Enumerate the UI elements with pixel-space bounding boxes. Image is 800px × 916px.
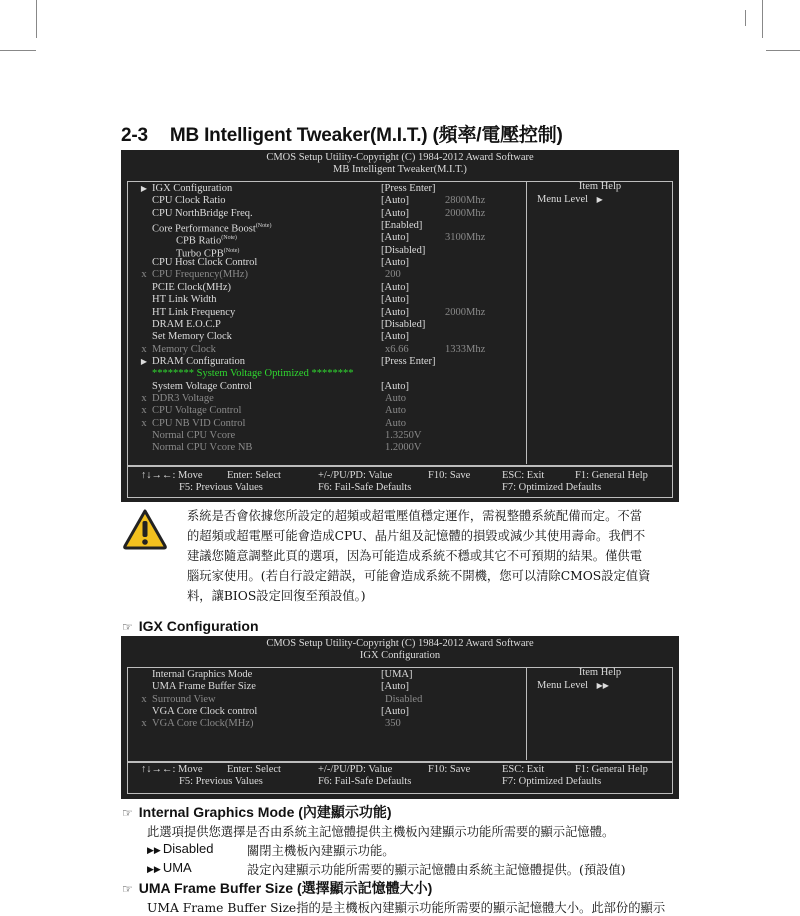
warning-text — [187, 506, 682, 606]
row-value: 200 — [385, 269, 401, 281]
bios-menu-row — [138, 405, 528, 417]
option-desc: 設定內建顯示功能所需要的顯示記憶體由系統主記憶體提供。(預設值) — [247, 863, 626, 877]
row-label-text: DRAM Configuration — [152, 355, 246, 367]
row-label-text: HT Link Frequency — [152, 306, 236, 318]
bios-menu-row[interactable] — [138, 669, 528, 681]
row-label-text: IGX Configuration — [152, 183, 233, 194]
row-label-text: Normal CPU Vcore — [152, 430, 236, 441]
bios-menu-row[interactable] — [138, 331, 528, 343]
row-label-text: Internal Graphics Mode — [152, 669, 253, 680]
row-label — [152, 257, 257, 269]
row-label — [152, 331, 232, 343]
footer-value: +/-/PU/PD: Value — [318, 764, 393, 775]
row-value: [Auto] — [381, 331, 409, 343]
row-mark: x — [141, 392, 147, 404]
bios-menu-row[interactable] — [138, 257, 528, 269]
row-label — [152, 368, 353, 380]
internal-graphics-heading-text: Internal Graphics Mode (內建顯示功能) — [138, 804, 392, 820]
row-value: [Press Enter] — [381, 183, 436, 194]
row-mark: x — [141, 718, 147, 730]
row-value: [UMA] — [381, 669, 413, 680]
footer-optimized: F7: Optimized Defaults — [502, 482, 602, 493]
row-label-text: Set Memory Clock — [152, 331, 232, 343]
footer-optimized: F7: Optimized Defaults — [502, 776, 602, 787]
bios-menu-row — [138, 269, 528, 281]
igx-heading-text: IGX Configuration — [138, 618, 259, 634]
row-mark: x — [141, 417, 147, 429]
row-label-text: Surround View — [152, 693, 216, 705]
row-mark: x — [141, 405, 147, 417]
option-disabled — [147, 841, 213, 856]
row-value: 350 — [385, 718, 401, 730]
row-value: Auto — [385, 392, 406, 404]
row-current-value: 2800Mhz — [445, 195, 486, 207]
bios-page-title: IGX Configuration — [359, 650, 441, 661]
row-value: [Auto] — [381, 306, 409, 318]
row-label — [152, 442, 252, 454]
internal-graphics-desc: 此選項提供您選擇是否由系統主記憶體提供主機板內建顯示功能所需要的顯示記憶體。 — [147, 825, 615, 839]
bios-header — [121, 636, 679, 662]
footer-exit: ESC: Exit — [502, 764, 545, 775]
bios-menu-row — [138, 718, 528, 730]
crop-mark — [36, 0, 37, 38]
row-value: [Auto] — [381, 681, 409, 693]
footer-enter: Enter: Select — [227, 764, 281, 775]
row-label-text: System Voltage Control — [152, 380, 252, 392]
row-current-value: 2000Mhz — [445, 207, 486, 219]
note-marker: (Note) — [255, 223, 272, 230]
pointing-hand-icon: ☞ — [122, 620, 133, 634]
bios-copyright: CMOS Setup Utility-Copyright (C) 1984-2012 Award Software — [266, 152, 534, 163]
row-mark: x — [141, 343, 147, 355]
bios-menu-row[interactable] — [138, 282, 528, 294]
row-value: [Auto] — [381, 207, 409, 219]
bios-menu-row — [138, 694, 528, 706]
menu-level-arrow-icon: ▶▶ — [596, 681, 609, 690]
warning-line: 系統是否會依據您所設定的超頻或超電壓值穩定運作，需視整體系統配備而定。不當 — [187, 509, 642, 523]
crop-mark — [766, 50, 800, 51]
uma-frame-desc: UMA Frame Buffer Size指的是主機板內建顯示功能所需要的顯示記憶體大小。此部份的顯示 — [147, 901, 666, 915]
footer-help: F1: General Help — [575, 470, 648, 481]
row-label-text: PCIE Clock(MHz) — [152, 281, 232, 293]
row-label — [152, 183, 232, 195]
row-label — [152, 195, 226, 207]
crop-mark — [762, 0, 763, 38]
row-label — [152, 344, 216, 356]
igx-heading — [122, 618, 259, 634]
row-label — [152, 669, 252, 681]
item-help-title: Item Help — [578, 181, 622, 192]
row-label-text: CPU NorthBridge Freq. — [152, 207, 253, 219]
double-arrow-icon: ▶▶ — [147, 845, 161, 855]
option-desc: 關閉主機板內建顯示功能。 — [247, 844, 395, 858]
row-value: [Auto] — [381, 232, 409, 244]
bios-copyright: CMOS Setup Utility-Copyright (C) 1984-2012 Award Software — [266, 638, 534, 649]
row-value: Disabled — [385, 693, 423, 705]
row-label — [152, 269, 248, 281]
uma-frame-heading — [122, 878, 432, 898]
section-number: 2-3 — [121, 125, 148, 146]
row-label — [152, 718, 253, 730]
bios-menu-row[interactable] — [138, 368, 528, 380]
note-marker: (Note) — [221, 235, 237, 242]
row-label — [152, 418, 245, 430]
bios-menu-row[interactable] — [138, 208, 528, 220]
bios-menu-row[interactable] — [138, 706, 528, 718]
bios-menu-row — [138, 430, 528, 442]
row-label — [152, 381, 252, 393]
row-label-text: DDR3 Voltage — [152, 392, 214, 404]
row-value: Auto — [385, 405, 406, 417]
row-label-text: Core Performance Boost — [152, 223, 256, 235]
row-label-text: CPB Ratio — [176, 235, 222, 247]
row-label — [152, 208, 253, 220]
row-label-text: CPU Host Clock Control — [152, 257, 258, 269]
row-value: [Auto] — [381, 380, 409, 392]
bios-screen-mit — [121, 150, 679, 502]
submenu-arrow-icon: ▶ — [140, 184, 148, 193]
menu-level — [537, 194, 603, 205]
row-value: x6.66 — [385, 343, 409, 355]
row-label — [152, 319, 221, 331]
row-label-text: CPU Clock Ratio — [152, 195, 226, 207]
row-label — [152, 294, 217, 306]
row-label-text: DRAM E.O.C.P — [152, 318, 221, 330]
bios-menu-row[interactable] — [138, 183, 528, 195]
row-value: Auto — [385, 417, 406, 429]
row-label-text: CPU NB VID Control — [152, 417, 246, 429]
bios-header — [121, 150, 679, 176]
row-label — [152, 356, 245, 368]
double-arrow-icon: ▶▶ — [147, 864, 161, 874]
row-label — [152, 405, 241, 417]
row-label-text: CPU Frequency(MHz) — [152, 269, 248, 281]
row-mark: x — [141, 693, 147, 705]
row-value: [Auto] — [381, 706, 409, 718]
section-title — [121, 120, 563, 147]
crop-mark — [0, 50, 36, 51]
row-value: [Auto] — [381, 281, 409, 293]
bios-menu-row[interactable] — [138, 356, 528, 368]
row-value: 1.3250V — [385, 430, 422, 441]
row-value: [Auto] — [381, 257, 409, 269]
row-label-text: CPU Voltage Control — [152, 405, 242, 417]
row-label — [152, 282, 231, 294]
option-name: Disabled — [162, 841, 214, 856]
bios-menu-row — [138, 393, 528, 405]
bios-screen-igx — [121, 636, 679, 799]
footer-move: ↑↓→←: Move — [141, 470, 203, 481]
footer-prev: F5: Previous Values — [179, 482, 263, 493]
row-label — [152, 307, 235, 319]
bios-menu-row — [138, 344, 528, 356]
bios-menu-row[interactable] — [138, 220, 528, 235]
bios-menu-row[interactable] — [138, 294, 528, 306]
row-label — [152, 681, 256, 693]
bios-menu-row[interactable] — [138, 232, 528, 247]
warning-line: 料，讓BIOS設定回復至預設值。) — [187, 589, 366, 603]
bios-menu-row — [138, 418, 528, 430]
row-value: [Press Enter] — [381, 355, 436, 367]
footer-move: ↑↓→←: Move — [141, 764, 203, 775]
row-label-text: Memory Clock — [152, 343, 216, 355]
footer-enter: Enter: Select — [227, 470, 281, 481]
row-current-value: 3100Mhz — [445, 232, 486, 244]
row-label-text: Turbo CPB — [176, 248, 224, 260]
row-current-value: 1333Mhz — [445, 343, 486, 355]
warning-triangle-icon — [122, 508, 168, 550]
row-value: [Enabled] — [381, 220, 423, 232]
warning-line: 的超頻或超電壓可能會造成CPU、晶片組及記憶體的損毀或減少其使用壽命。我們不 — [187, 529, 646, 543]
row-label-text: Normal CPU Vcore NB — [152, 442, 253, 454]
row-label-text: VGA Core Clock(MHz) — [152, 718, 254, 730]
warning-line: 建議您隨意調整此頁的選項，因為可能造成系統不穩或其它不可預期的結果。僅供電 — [187, 549, 642, 563]
row-mark: x — [141, 269, 147, 281]
option-name: UMA — [162, 860, 192, 875]
crop-mark — [745, 10, 746, 26]
row-value: [Disabled] — [381, 244, 426, 256]
bios-menu-row[interactable] — [138, 307, 528, 319]
section-title-text: MB Intelligent Tweaker(M.I.T.) (頻率/電壓控制) — [169, 125, 563, 146]
bios-menu-row[interactable] — [138, 244, 528, 260]
bios-menu-row[interactable] — [138, 681, 528, 693]
footer-save: F10: Save — [428, 470, 471, 481]
pointing-hand-icon: ☞ — [122, 806, 133, 820]
item-help-title: Item Help — [578, 667, 622, 678]
footer-failsafe: F6: Fail-Safe Defaults — [318, 776, 412, 787]
internal-graphics-heading — [122, 802, 392, 822]
footer-exit: ESC: Exit — [502, 470, 545, 481]
row-current-value: 2000Mhz — [445, 306, 486, 318]
menu-level-arrow-icon: ▶ — [596, 195, 603, 204]
bios-menu-row[interactable] — [138, 319, 528, 331]
bios-page-title: MB Intelligent Tweaker(M.I.T.) — [333, 164, 467, 175]
row-label — [152, 393, 214, 405]
menu-level-label: Menu Level — [537, 680, 589, 691]
footer-value: +/-/PU/PD: Value — [318, 470, 393, 481]
row-value: [Disabled] — [381, 318, 426, 330]
bios-menu-row[interactable] — [138, 381, 528, 393]
footer-prev: F5: Previous Values — [179, 776, 263, 787]
row-label — [152, 706, 257, 718]
row-value: [Auto] — [381, 195, 409, 207]
pointing-hand-icon: ☞ — [122, 882, 133, 896]
row-label-text: VGA Core Clock control — [152, 706, 258, 718]
row-label-text: UMA Frame Buffer Size — [152, 681, 256, 693]
warning-line: 腦玩家使用。(若自行設定錯誤，可能會造成系統不開機，您可以清除CMOS設定值資 — [187, 569, 651, 583]
footer-failsafe: F6: Fail-Safe Defaults — [318, 482, 412, 493]
row-label-text: ******** System Voltage Optimized ******** — [152, 368, 354, 380]
row-label — [152, 430, 235, 442]
bios-menu-row — [138, 442, 528, 454]
uma-frame-heading-text: UMA Frame Buffer Size (選擇顯示記憶體大小) — [138, 880, 433, 896]
submenu-arrow-icon: ▶ — [140, 356, 148, 366]
row-label-text: HT Link Width — [152, 294, 217, 306]
footer-help: F1: General Help — [575, 764, 648, 775]
footer-save: F10: Save — [428, 764, 471, 775]
row-value: 1.2000V — [385, 442, 422, 454]
bios-menu-row[interactable] — [138, 195, 528, 207]
menu-level — [537, 680, 609, 691]
note-marker: (Note) — [223, 247, 240, 254]
option-uma — [147, 860, 192, 875]
row-value: [Auto] — [381, 294, 409, 306]
row-label — [152, 694, 216, 706]
menu-level-label: Menu Level — [537, 194, 589, 205]
